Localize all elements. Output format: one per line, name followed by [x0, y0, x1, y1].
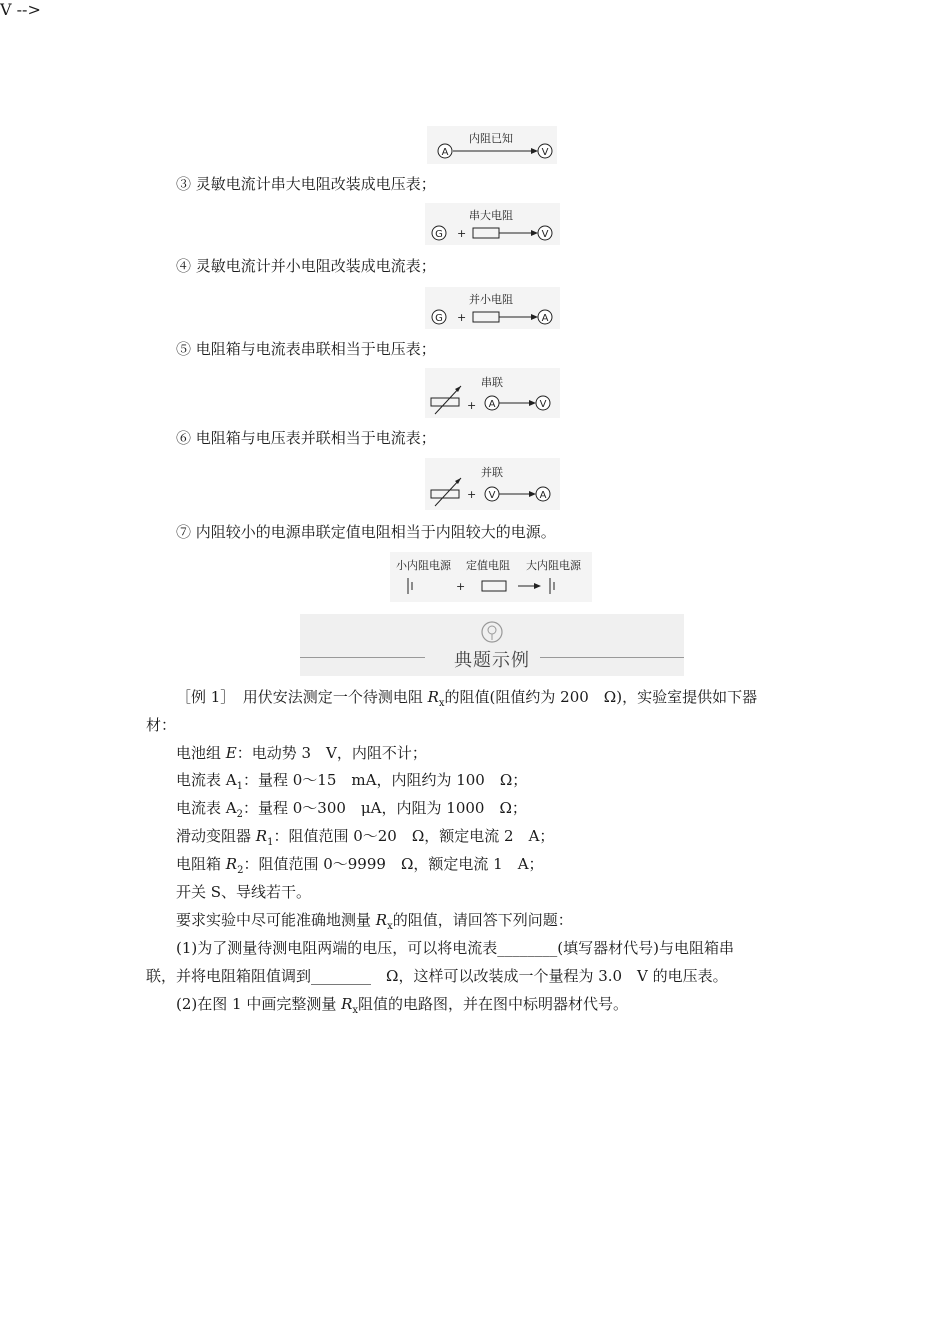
- example-line-4: 电流表 $A_1$：量程 0～15 mA，内阻约为 100 Ω；: [176, 771, 528, 792]
- diagram-label-large-battery: 大内阻电源: [526, 559, 581, 572]
- voltmeter-symbol: V: [541, 229, 549, 240]
- section-title: 典题示例: [454, 650, 530, 671]
- voltmeter-symbol: V: [488, 490, 496, 501]
- ammeter-symbol: A: [541, 313, 549, 324]
- example-line-3: 电池组 E：电动势 3 V，内阻不计；: [176, 744, 427, 762]
- plus-sign: +: [457, 227, 467, 240]
- ammeter-symbol: A: [539, 490, 547, 501]
- item-5: ⑤ 电阻箱与电流表串联相当于电压表；: [176, 340, 436, 358]
- plus-sign: +: [457, 311, 467, 324]
- example-line-9: 要求实验中尽可能准确地测量 $R_x$的阻值，请回答下列问题：: [176, 911, 573, 932]
- diagram-galvanometer-series: [425, 203, 560, 245]
- diagram-label-fixed-resistor: 定值电阻: [466, 559, 510, 572]
- item-3: ③ 灵敏电流计串大电阻改装成电压表；: [176, 175, 436, 193]
- diagram-box-series-ammeter: [425, 368, 560, 418]
- example-question-1-cont: 联，并将电阻箱阻值调到________ Ω，这样可以改装成一个量程为 3.0 V 的电压表。: [146, 967, 728, 985]
- ammeter-symbol: A: [488, 399, 496, 410]
- item-6: ⑥ 电阻箱与电压表并联相当于电流表；: [176, 429, 436, 447]
- example-question-1: (1)为了测量待测电阻两端的电压，可以将电流表________(填写器材代号)与电阻箱串: [176, 939, 734, 957]
- plus-sign: +: [456, 580, 466, 593]
- diagram-label: 串联: [481, 376, 503, 389]
- lightbulb-icon: [480, 620, 504, 648]
- plus-sign: +: [467, 399, 477, 412]
- diagram-label: 并联: [481, 466, 503, 479]
- example-line-6: 滑动变阻器 $R_1$：阻值范围 0～20 Ω，额定电流 2 A；: [176, 827, 555, 848]
- galvanometer-symbol: G: [435, 229, 443, 240]
- diagram-box-parallel-voltmeter: [425, 458, 560, 510]
- item-7: ⑦ 内阻较小的电源串联定值电阻相当于内阻较大的电源。: [176, 523, 556, 541]
- ammeter-symbol: A: [441, 147, 449, 158]
- diagram-label: 并小电阻: [469, 293, 513, 306]
- example-line-7: 电阻箱 $R_2$：阻值范围 0～9999 Ω，额定电流 1 A；: [176, 855, 544, 876]
- example-line-2: 材：: [146, 716, 177, 734]
- voltmeter-symbol: V: [541, 147, 549, 158]
- example-line-5: 电流表 $A_2$：量程 0～300 μA，内阻为 1000 Ω；: [176, 799, 527, 820]
- item-4: ④ 灵敏电流计并小电阻改装成电流表；: [176, 257, 436, 275]
- diagram-battery-series-resistor: [390, 552, 592, 602]
- diagram-label-small-battery: 小内阻电源: [396, 559, 451, 572]
- voltmeter-symbol: V: [539, 399, 547, 410]
- section-banner: [300, 614, 684, 676]
- example-line-1: ［例 1］ 用伏安法测定一个待测电阻 $R_x$的阻值(阻值约为 200 Ω)，实验室提供如下器: [176, 688, 758, 709]
- diagram-label: 内阻已知: [469, 132, 513, 145]
- plus-sign: +: [467, 488, 477, 501]
- diagram-label: 串大电阻: [469, 209, 513, 222]
- diagram-galvanometer-parallel: [425, 287, 560, 329]
- diagram-ammeter-to-voltmeter: [427, 126, 557, 164]
- example-line-8: 开关 S、导线若干。: [176, 883, 312, 901]
- galvanometer-symbol: G: [435, 313, 443, 324]
- example-question-2: (2)在图 1 中画完整测量 $R_x$阻值的电路图，并在图中标明器材代号。: [176, 995, 629, 1016]
